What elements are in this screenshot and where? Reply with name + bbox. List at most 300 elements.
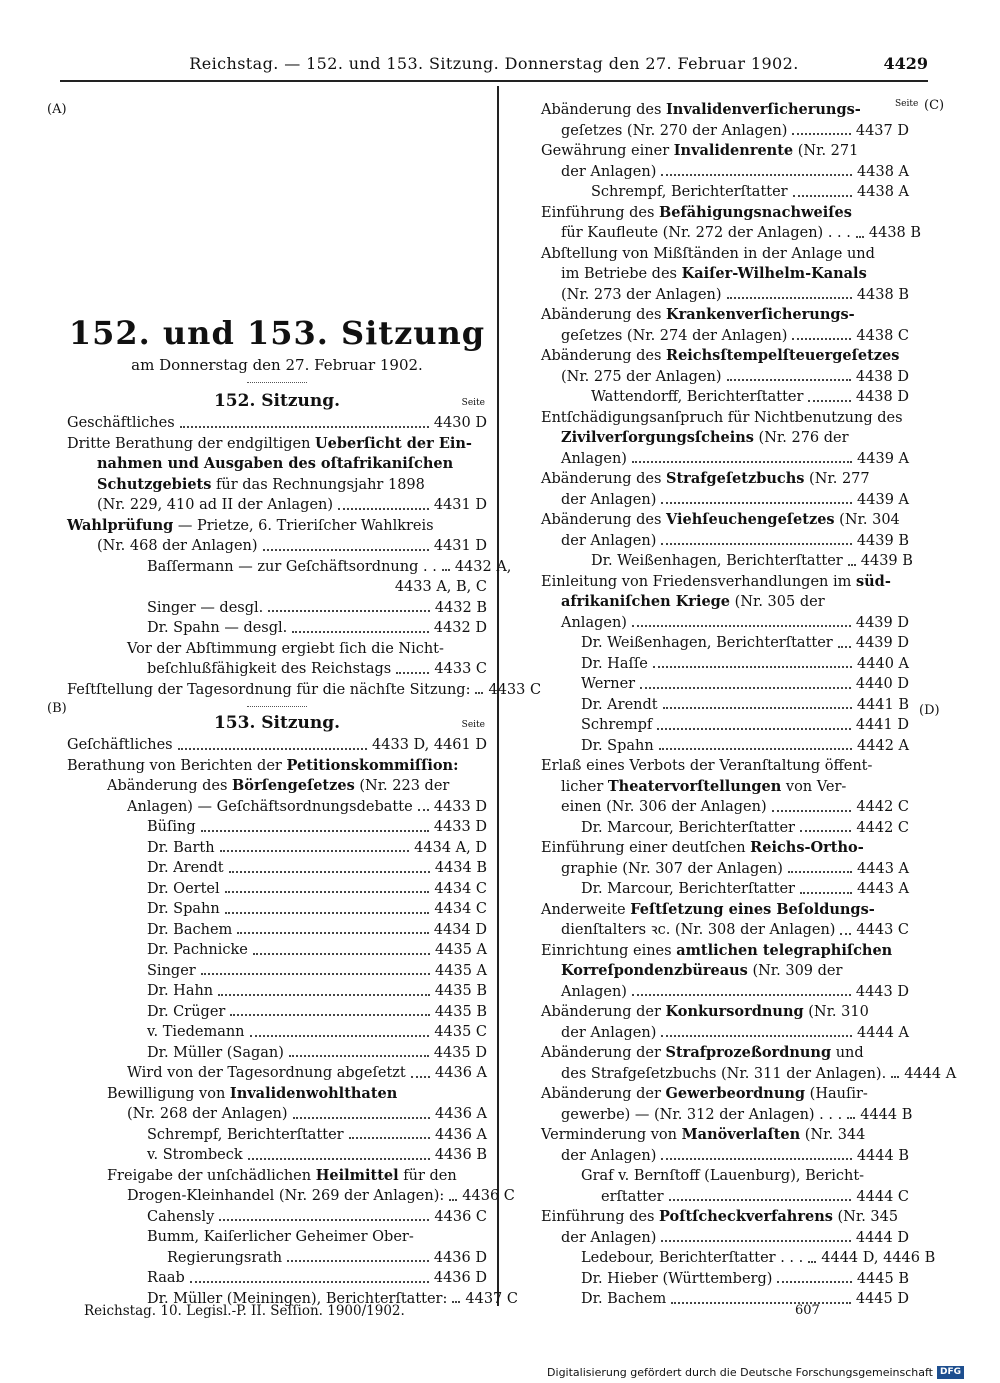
toc-line bbox=[541, 1125, 909, 1146]
toc-line bbox=[541, 264, 909, 285]
dot-leader bbox=[847, 1117, 855, 1119]
page-reference: 4432 A, bbox=[454, 558, 512, 575]
subject-keyword: Petitionskommiſſion: bbox=[286, 756, 459, 774]
line-text: (Nr. 223 der bbox=[354, 778, 450, 794]
page-reference: 4433 C bbox=[488, 681, 542, 698]
toc-entry bbox=[541, 859, 909, 880]
line-text: Gewährung einer bbox=[541, 143, 674, 159]
dot-leader bbox=[289, 1055, 429, 1057]
dot-leader bbox=[632, 625, 851, 627]
page-reference: 4439 D bbox=[855, 635, 909, 651]
dot-leader bbox=[669, 1199, 852, 1201]
dot-leader bbox=[225, 912, 430, 914]
page-reference: 4438 B bbox=[856, 286, 909, 303]
entry-text: Dr. Marcour, Berichterſtatter bbox=[581, 819, 795, 836]
section-heading-152 bbox=[67, 389, 487, 413]
line-text: und bbox=[831, 1045, 864, 1061]
subject-keyword: Invalidenverſicherungs- bbox=[666, 101, 861, 118]
toc-line bbox=[67, 454, 487, 475]
dot-leader bbox=[338, 508, 429, 510]
page-reference: 4438 D bbox=[855, 389, 909, 405]
subject-keyword: Befähigungsnachweiſes bbox=[659, 203, 852, 221]
line-text: — Prietze, 6. Trieriſcher Wahlkreis bbox=[173, 517, 434, 534]
entry-text: Schrempf, Berichterſtatter bbox=[147, 1126, 344, 1143]
dot-leader bbox=[788, 871, 852, 873]
entry-text: Dr. Bachem bbox=[581, 1291, 667, 1307]
toc-entry bbox=[67, 557, 512, 578]
credit-text: Digitalisierung gefördert durch die Deutsche Forschungsgemeinschaft bbox=[547, 1366, 933, 1379]
page-reference: 4443 A bbox=[857, 860, 909, 877]
toc-line bbox=[541, 100, 909, 121]
toc-entry bbox=[67, 920, 487, 941]
line-text: Einführung des bbox=[541, 1209, 660, 1225]
line-text: Abänderung der bbox=[541, 1086, 666, 1102]
page-reference: 4443 A bbox=[857, 881, 909, 897]
line-text: Bumm, Kaiſerlicher Geheimer Ober- bbox=[147, 1229, 414, 1245]
page-reference: 4444 A bbox=[857, 1024, 909, 1041]
dot-leader bbox=[793, 195, 852, 197]
toc-entry bbox=[541, 1269, 909, 1290]
margin-marker-b: (B) bbox=[47, 701, 67, 716]
page-reference: 4445 D bbox=[855, 1291, 909, 1307]
section-heading-153 bbox=[67, 711, 487, 735]
toc-entry bbox=[541, 633, 909, 654]
toc-line bbox=[541, 469, 909, 490]
line-text: für das Rechnungsjahr 1898 bbox=[211, 476, 425, 493]
footer-session-info: Reichstag. 10. Legisl.-P. II. Seſſion. 1900/1902. bbox=[84, 1303, 405, 1319]
toc-entry bbox=[541, 1187, 909, 1208]
toc-line bbox=[541, 510, 909, 531]
toc-line bbox=[541, 1166, 909, 1187]
main-title: 152. und 153. Sitzung bbox=[68, 314, 486, 352]
entry-text: Dr. Müller (Meiningen), Berichterſtatter: bbox=[147, 1290, 448, 1307]
toc-entry bbox=[541, 182, 909, 203]
toc-line bbox=[67, 1084, 487, 1105]
page-reference: 4435 A bbox=[435, 942, 487, 958]
toc-line bbox=[67, 1166, 487, 1187]
line-text: Abänderung des bbox=[541, 471, 667, 487]
toc-line bbox=[67, 756, 487, 777]
entry-text: (Nr. 268 der Anlagen) bbox=[127, 1106, 288, 1122]
entry-text: Dr. Crüger bbox=[147, 1003, 226, 1020]
toc-entry bbox=[67, 735, 487, 756]
page-reference: 4436 A bbox=[435, 1065, 487, 1081]
entry-text: Singer bbox=[147, 962, 196, 979]
entry-text: des Strafgeſetzbuchs (Nr. 311 der Anlagen). bbox=[561, 1065, 887, 1082]
page-number: 4429 bbox=[883, 54, 928, 73]
toc-line bbox=[541, 346, 909, 367]
dot-leader bbox=[248, 1158, 430, 1160]
entry-text: Anlagen) bbox=[561, 614, 627, 631]
toc-entry bbox=[67, 858, 487, 879]
subject-keyword: Viehſeuchengeſetzes bbox=[666, 511, 835, 528]
entry-text: Dr. Weißenhagen, Berichterſtatter bbox=[581, 635, 833, 651]
dot-leader bbox=[792, 133, 850, 135]
line-text: (Nr. 271 bbox=[793, 143, 859, 159]
page-reference: 4437 C bbox=[465, 1290, 518, 1307]
dot-leader bbox=[659, 748, 852, 750]
session-153-continued-list bbox=[541, 100, 957, 1310]
toc-line bbox=[541, 756, 909, 777]
toc-entry bbox=[541, 695, 909, 716]
toc-entry bbox=[67, 1248, 487, 1269]
toc-entry bbox=[67, 1002, 487, 1023]
entry-text: graphie (Nr. 307 der Anlagen) bbox=[561, 860, 783, 877]
toc-entry bbox=[541, 797, 909, 818]
dot-leader bbox=[263, 549, 429, 551]
dot-leader bbox=[220, 850, 410, 852]
dot-leader bbox=[663, 707, 852, 709]
subject-keyword: Krankenverſicherungs- bbox=[666, 306, 855, 323]
line-text: Verminderung von bbox=[541, 1127, 682, 1143]
subject-keyword: afrikaniſchen Kriege bbox=[561, 593, 731, 610]
toc-entry bbox=[67, 680, 542, 701]
dot-leader bbox=[180, 426, 429, 428]
page-reference: 4438 A bbox=[857, 163, 909, 180]
dot-leader bbox=[229, 871, 430, 873]
left-column bbox=[67, 314, 542, 1309]
toc-line bbox=[541, 203, 909, 224]
page-reference: 4444 B bbox=[860, 1106, 913, 1123]
toc-line bbox=[67, 475, 487, 496]
subject-keyword: Manöverlaſten bbox=[681, 1126, 801, 1143]
toc-entry bbox=[541, 367, 909, 388]
entry-text: Singer — desgl. bbox=[147, 599, 264, 616]
toc-entry bbox=[541, 387, 909, 408]
subject-keyword: Korreſpondenzbüreaus bbox=[561, 962, 748, 979]
toc-line bbox=[541, 1207, 909, 1228]
page-reference: 4438 B bbox=[868, 225, 922, 241]
seite-label: Seite bbox=[461, 720, 485, 730]
toc-entry bbox=[541, 818, 909, 839]
page-reference: 4436 A bbox=[435, 1106, 487, 1122]
toc-entry bbox=[541, 674, 909, 695]
entry-text: Schrempf, Berichterſtatter bbox=[591, 184, 788, 200]
line-text: (Nr. 310 bbox=[803, 1004, 869, 1020]
entry-text: (Nr. 273 der Anlagen) bbox=[561, 286, 722, 303]
subject-keyword: Kaiſer-Wilhelm-Kanals bbox=[681, 265, 867, 282]
section-rule bbox=[247, 706, 307, 707]
toc-entry bbox=[67, 598, 487, 619]
toc-entry bbox=[541, 1146, 909, 1167]
dot-leader bbox=[632, 994, 851, 996]
subject-keyword: Invalidenrente bbox=[673, 142, 794, 159]
subject-keyword: Feſtſetzung eines Beſoldungs- bbox=[630, 900, 875, 918]
right-column bbox=[541, 100, 957, 1310]
page-reference: 4433 D, 4461 D bbox=[372, 737, 487, 753]
dot-leader bbox=[396, 672, 429, 674]
line-text: Graf v. Bernſtoff (Lauenburg), Bericht- bbox=[581, 1168, 865, 1184]
line-text: (Nr. 309 der bbox=[747, 963, 843, 979]
entry-text: Dr. Oertel bbox=[147, 880, 220, 897]
footer-sheet-number: 607 bbox=[795, 1303, 820, 1318]
entry-text: einen (Nr. 306 der Anlagen) bbox=[561, 799, 767, 815]
dot-leader bbox=[250, 1035, 430, 1037]
toc-line bbox=[541, 592, 909, 613]
page-reference: 4443 D bbox=[855, 983, 909, 1000]
entry-text: der Anlagen) bbox=[561, 1229, 657, 1246]
line-text: Berathung von Berichten der bbox=[67, 757, 287, 774]
toc-entry bbox=[541, 1228, 909, 1249]
section-heading-153-text: 153. Sitzung. bbox=[213, 713, 341, 733]
toc-entry bbox=[67, 1063, 487, 1084]
dot-leader bbox=[661, 1240, 851, 1242]
toc-line bbox=[541, 961, 909, 982]
dot-leader bbox=[661, 502, 852, 504]
entry-text: Werner bbox=[581, 676, 636, 692]
toc-line bbox=[67, 516, 487, 537]
page-reference: 4436 C bbox=[462, 1188, 515, 1204]
subject-keyword: Strafgeſetzbuchs bbox=[666, 470, 805, 487]
toc-entry bbox=[67, 618, 487, 639]
entry-text: Dr. Spahn — desgl. bbox=[147, 620, 288, 636]
subject-keyword: Reichsſtempelſteuergeſetzes bbox=[666, 347, 900, 364]
entry-text: Cahensly bbox=[147, 1208, 215, 1225]
line-text: Einleitung von Friedensverhandlungen im bbox=[541, 573, 856, 590]
page-reference: 4434 A, D bbox=[414, 839, 487, 856]
entry-text: Wattendorff, Berichterſtatter bbox=[591, 389, 804, 405]
page-reference: 4438 C bbox=[856, 327, 909, 344]
page-reference: 4437 D bbox=[855, 122, 909, 139]
entry-text: geſetzes (Nr. 274 der Anlagen) bbox=[561, 327, 788, 344]
page-reference: 4430 D bbox=[433, 415, 487, 431]
toc-line bbox=[67, 434, 487, 455]
toc-entry bbox=[67, 1022, 487, 1043]
line-text: (Nr. 277 bbox=[804, 471, 870, 487]
toc-entry bbox=[67, 817, 487, 838]
page-reference: 4442 C bbox=[856, 819, 909, 836]
page-reference: 4433 C bbox=[434, 661, 487, 677]
toc-entry bbox=[67, 838, 487, 859]
toc-entry bbox=[541, 449, 909, 470]
page-reference: 4435 B bbox=[434, 983, 487, 999]
dot-leader bbox=[225, 891, 430, 893]
seite-label-right: Seite bbox=[895, 99, 919, 109]
toc-entry bbox=[541, 613, 909, 634]
page-reference: 4433 D bbox=[433, 819, 487, 835]
dot-leader bbox=[661, 1035, 852, 1037]
entry-text: Geschäftliches bbox=[67, 415, 175, 431]
subject-keyword: amtlichen telegraphiſchen bbox=[676, 941, 893, 959]
dot-leader bbox=[292, 631, 429, 633]
entry-text: Anlagen) bbox=[561, 450, 627, 467]
page-reference: 4439 B bbox=[860, 553, 913, 569]
page-reference: 4440 D bbox=[855, 676, 909, 692]
subject-keyword: Ueberſicht der Ein- bbox=[315, 434, 472, 452]
dot-leader bbox=[848, 564, 856, 566]
toc-entry bbox=[67, 536, 487, 557]
dot-leader bbox=[838, 646, 851, 648]
toc-line bbox=[541, 941, 909, 962]
line-text: Dritte Berathung der endgiltigen bbox=[67, 435, 316, 452]
toc-entry bbox=[541, 654, 909, 675]
subject-keyword: Reichs-Ortho- bbox=[750, 839, 864, 856]
entry-text: der Anlagen) bbox=[561, 1024, 657, 1041]
line-text: (Nr. 344 bbox=[800, 1127, 866, 1143]
toc-line bbox=[67, 776, 487, 797]
toc-entry bbox=[67, 1104, 487, 1125]
subject-keyword: Heilmittel bbox=[315, 1166, 399, 1184]
toc-entry bbox=[67, 495, 487, 516]
page-reference: 4434 D bbox=[433, 921, 487, 938]
toc-entry bbox=[541, 531, 909, 552]
toc-entry bbox=[67, 899, 487, 920]
page-reference: 4441 D bbox=[855, 717, 909, 733]
dot-leader bbox=[891, 1076, 899, 1078]
toc-entry bbox=[67, 659, 487, 680]
entry-text: geſetzes (Nr. 270 der Anlagen) bbox=[561, 122, 788, 139]
dot-leader bbox=[418, 809, 429, 811]
entry-text: Anlagen) — Geſchäftsordnungsdebatte bbox=[127, 798, 413, 815]
toc-entry bbox=[541, 490, 909, 511]
dot-leader bbox=[293, 1117, 430, 1119]
page-reference: 4444 A bbox=[904, 1065, 957, 1082]
entry-text: Dr. Hieber (Württemberg) bbox=[581, 1270, 773, 1287]
entry-text: beſchlußfähigkeit des Reichstags bbox=[147, 661, 392, 677]
entry-text: v. Tiedemann bbox=[147, 1024, 245, 1040]
margin-marker-d: (D) bbox=[919, 703, 940, 718]
toc-entry bbox=[67, 1186, 515, 1207]
toc-entry bbox=[541, 121, 909, 142]
line-text: (Nr. 305 der bbox=[730, 594, 825, 610]
entry-text: Dr. Marcour, Berichterſtatter bbox=[581, 881, 795, 897]
toc-entry bbox=[541, 1064, 957, 1085]
toc-entry bbox=[541, 326, 909, 347]
page-reference: 4440 A bbox=[857, 655, 909, 672]
toc-line bbox=[541, 428, 909, 449]
line-text: licher bbox=[561, 778, 608, 795]
dot-leader bbox=[218, 994, 430, 996]
page-reference: 4434 B bbox=[434, 860, 487, 876]
toc-entry bbox=[67, 797, 487, 818]
digitization-credit bbox=[547, 1366, 964, 1379]
page-reference: 4432 B bbox=[434, 599, 487, 616]
page-reference: 4435 B bbox=[434, 1003, 487, 1020]
page-reference: 4435 C bbox=[434, 1024, 487, 1040]
subject-keyword: nahmen und Ausgaben des oſtafrikaniſchen bbox=[97, 455, 454, 472]
line-text: von Ver- bbox=[781, 778, 847, 795]
toc-entry bbox=[67, 1043, 487, 1064]
page-reference: 4443 C bbox=[856, 922, 909, 938]
dot-leader bbox=[452, 1301, 460, 1303]
toc-line bbox=[541, 572, 909, 593]
page-reference: 4441 B bbox=[856, 696, 909, 713]
toc-line bbox=[67, 639, 487, 660]
dot-leader bbox=[808, 400, 850, 402]
dot-leader bbox=[671, 1302, 851, 1304]
dfg-logo: DFG bbox=[937, 1366, 964, 1379]
page-reference: 4435 A bbox=[435, 962, 487, 979]
session-153-list bbox=[67, 735, 518, 1309]
toc-entry bbox=[67, 981, 487, 1002]
dot-leader bbox=[178, 748, 367, 750]
line-text: Bewilligung von bbox=[107, 1085, 230, 1102]
entry-text: Regierungsrath bbox=[167, 1249, 283, 1266]
running-header bbox=[60, 46, 928, 82]
dot-leader bbox=[449, 1199, 457, 1201]
entry-text: der Anlagen) bbox=[561, 1147, 657, 1164]
dot-leader bbox=[632, 461, 852, 463]
line-text: Abänderung des bbox=[541, 102, 667, 118]
session-152-list bbox=[67, 413, 542, 700]
page-reference: 4439 D bbox=[855, 614, 909, 631]
dot-leader bbox=[230, 1014, 429, 1016]
dot-leader bbox=[856, 236, 864, 238]
toc-line bbox=[541, 1002, 909, 1023]
subject-keyword: Strafprozeßordnung bbox=[665, 1044, 832, 1061]
subject-keyword: Börſengeſetzes bbox=[232, 777, 355, 794]
line-text: Anderweite bbox=[541, 901, 631, 918]
entry-text: der Anlagen) bbox=[561, 491, 657, 508]
dot-leader bbox=[201, 830, 429, 832]
line-text: Vor der Abſtimmung ergiebt ſich die Nicht- bbox=[127, 640, 444, 657]
entry-text: Schrempf bbox=[581, 717, 653, 733]
toc-entry bbox=[67, 879, 487, 900]
page-reference: 4436 A bbox=[435, 1126, 487, 1143]
margin-marker-a: (A) bbox=[47, 102, 67, 117]
line-text: Abänderung der bbox=[541, 1004, 666, 1020]
entry-text: Dr. Haſſe bbox=[581, 655, 648, 672]
line-text: Einführung des bbox=[541, 204, 660, 221]
line-text: Abänderung des bbox=[541, 348, 667, 364]
dot-leader bbox=[661, 1158, 851, 1160]
entry-text: Dr. Pachnicke bbox=[147, 942, 248, 958]
subject-keyword: Konkursordnung bbox=[665, 1003, 804, 1020]
entry-text: Raab bbox=[147, 1270, 185, 1286]
line-text: Entſchädigungsanſpruch für Nichtbenutzung des bbox=[541, 409, 903, 426]
page-reference: 4436 C bbox=[434, 1208, 487, 1225]
line-text: Abänderung des bbox=[107, 778, 233, 794]
entry-text: der Anlagen) bbox=[561, 532, 657, 549]
dot-leader bbox=[349, 1137, 430, 1139]
subject-keyword: Wahlprüfung bbox=[67, 516, 174, 534]
line-text: Abänderung des bbox=[541, 307, 667, 323]
toc-line bbox=[541, 900, 909, 921]
dot-leader bbox=[219, 1219, 429, 1221]
page-reference: 4436 D bbox=[433, 1249, 487, 1266]
line-text: Einrichtung eines bbox=[541, 942, 677, 959]
page-reference: 4432 D bbox=[433, 620, 487, 636]
toc-line bbox=[541, 1084, 909, 1105]
dot-leader bbox=[657, 728, 851, 730]
page-reference: 4431 D bbox=[433, 497, 487, 513]
page-reference: 4438 D bbox=[855, 368, 909, 385]
entry-text: Dr. Arendt bbox=[581, 696, 658, 713]
entry-text: Dr. Spahn bbox=[147, 901, 220, 917]
toc-line bbox=[541, 305, 909, 326]
toc-entry bbox=[67, 1125, 487, 1146]
page-reference: 4434 C bbox=[434, 880, 487, 897]
subject-keyword: Invalidenwohlthaten bbox=[229, 1084, 398, 1102]
page-reference: 4439 A bbox=[857, 450, 909, 467]
dot-leader bbox=[772, 810, 852, 812]
dot-leader bbox=[808, 1261, 816, 1263]
dot-leader bbox=[840, 933, 851, 935]
toc-line bbox=[541, 838, 909, 859]
line-text: für den bbox=[398, 1167, 457, 1184]
toc-entry bbox=[67, 1207, 487, 1228]
entry-text: (Nr. 468 der Anlagen) bbox=[97, 538, 258, 554]
toc-entry bbox=[541, 1023, 909, 1044]
page-reference: 4436 B bbox=[434, 1147, 487, 1163]
entry-text: Dr. Müller (Sagan) bbox=[147, 1044, 284, 1061]
toc-entry bbox=[541, 1289, 909, 1310]
dot-leader bbox=[661, 174, 852, 176]
line-text: Freigabe der unſchädlichen bbox=[107, 1167, 316, 1184]
toc-entry bbox=[541, 920, 909, 941]
line-text: Erlaß eines Verbots der Veranſtaltung öffent- bbox=[541, 758, 873, 774]
toc-line bbox=[541, 244, 909, 265]
